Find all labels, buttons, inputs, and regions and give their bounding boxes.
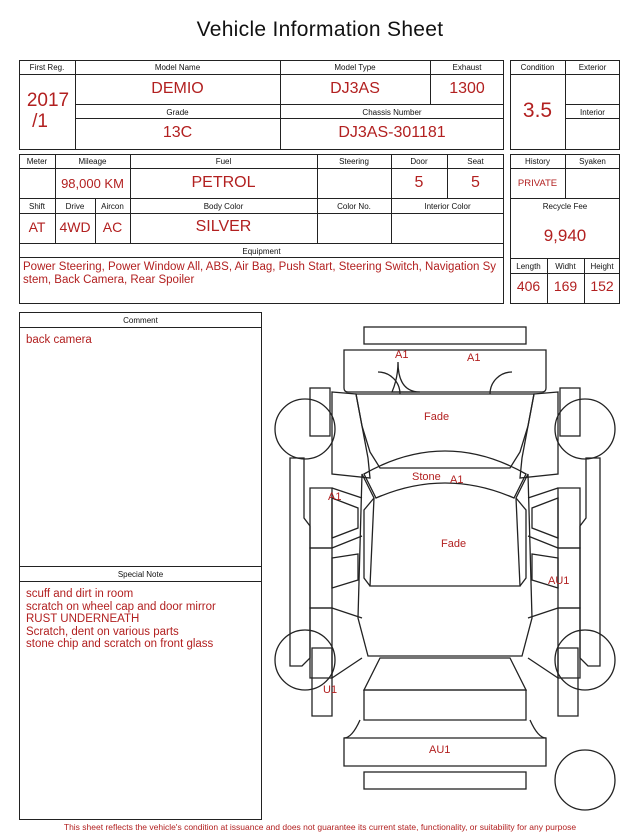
model-name-value: DEMIO [151,80,204,97]
damage-mark-left-rear: U1 [323,684,338,696]
damage-mark-windshield-stone: Stone [412,471,441,483]
grade-value: 13C [162,124,193,141]
shift-label: Shift [28,202,45,211]
special-notes-list [26,588,258,651]
body-color-value: SILVER [195,218,252,235]
mileage-value: 98,000 KM [61,176,124,191]
mileage-label: Mileage [78,157,107,166]
color-no-label: Color No. [337,202,371,211]
exhaust-value: 1300 [449,80,485,97]
history-label: History [525,157,550,166]
door-label: Door [410,157,428,166]
damage-mark-windshield-code: A1 [450,474,464,486]
history-value: PRIVATE [517,178,558,189]
length-value: 406 [516,278,541,294]
exhaust-label: Exhaust [452,63,482,72]
special-note-item: RUST UNDERNEATH [26,613,140,625]
seat-label: Seat [467,157,484,166]
recycle-fee-label: Recycle Fee [542,202,588,211]
first-reg-month: /1 [32,111,48,132]
steering-label: Steering [339,157,369,166]
disclaimer-footer: This sheet reflects the vehicle's condition at issuance and does not guarantee its current state, functionality, or suitability for any purpose [63,822,577,832]
damage-mark-front-bumper-left: A1 [395,349,409,361]
equipment-text: Power Steering, Power Window All, ABS, Air Bag, Push Start, Steering Switch, Navigation System, Back Camera, Rear Spoiler [23,261,496,286]
model-type-label: Model Type [334,63,376,72]
damage-mark-roof: Fade [441,538,467,550]
body-color-label: Body Color [203,202,244,211]
fuel-label: Fuel [215,157,232,166]
first-reg-label: First Reg. [29,63,65,72]
damage-mark-hood: Fade [424,411,450,423]
page-title: Vehicle Information Sheet [196,18,444,41]
seat-value: 5 [471,174,480,191]
comment-label: Comment [123,316,158,325]
model-type-value: DJ3AS [330,80,380,97]
shift-value: AT [28,219,46,235]
fuel-value: PETROL [191,174,256,191]
special-note-item: scratch on wheel cap and door mirror [26,600,216,613]
recycle-fee-value: 9,940 [543,226,587,245]
interior-label: Interior [580,108,605,117]
grade-label: Grade [166,108,189,117]
width-label: Widht [555,262,576,271]
special-note-label: Special Note [117,570,164,579]
interior-color-label: Interior Color [424,202,471,211]
damage-mark-right-rear-door: AU1 [548,575,570,587]
height-value: 152 [590,278,614,294]
height-label: Height [590,262,614,271]
condition-label: Condition [520,63,555,72]
drive-label: Drive [65,202,85,211]
aircon-label: Aircon [101,202,124,211]
meter-label: Meter [26,157,48,166]
comment-text: back camera [26,334,92,346]
car-damage-diagram [270,318,630,818]
damage-mark-front-bumper-right: A1 [467,352,481,364]
width-value: 169 [553,278,578,294]
damage-mark-rear-bumper: AU1 [429,744,451,756]
aircon-value: AC [102,219,123,235]
equipment-label: Equipment [242,247,281,256]
chassis-number-value: DJ3AS-301181 [338,124,446,141]
length-label: Length [516,262,541,271]
drive-value: 4WD [59,219,91,235]
chassis-number-label: Chassis Number [362,108,422,117]
damage-mark-left-fender: A1 [328,491,342,503]
door-value: 5 [414,174,424,191]
condition-score: 3.5 [522,99,553,122]
special-note-item: Scratch, dent on various parts [26,625,179,638]
special-note-item: stone chip and scratch on front glass [26,638,214,650]
syaken-label: Syaken [579,157,606,166]
special-note-item: scuff and dirt in room [26,588,134,600]
first-reg-year: 2017 [26,90,70,111]
exterior-label: Exterior [578,63,607,72]
model-name-label: Model Name [154,63,201,72]
